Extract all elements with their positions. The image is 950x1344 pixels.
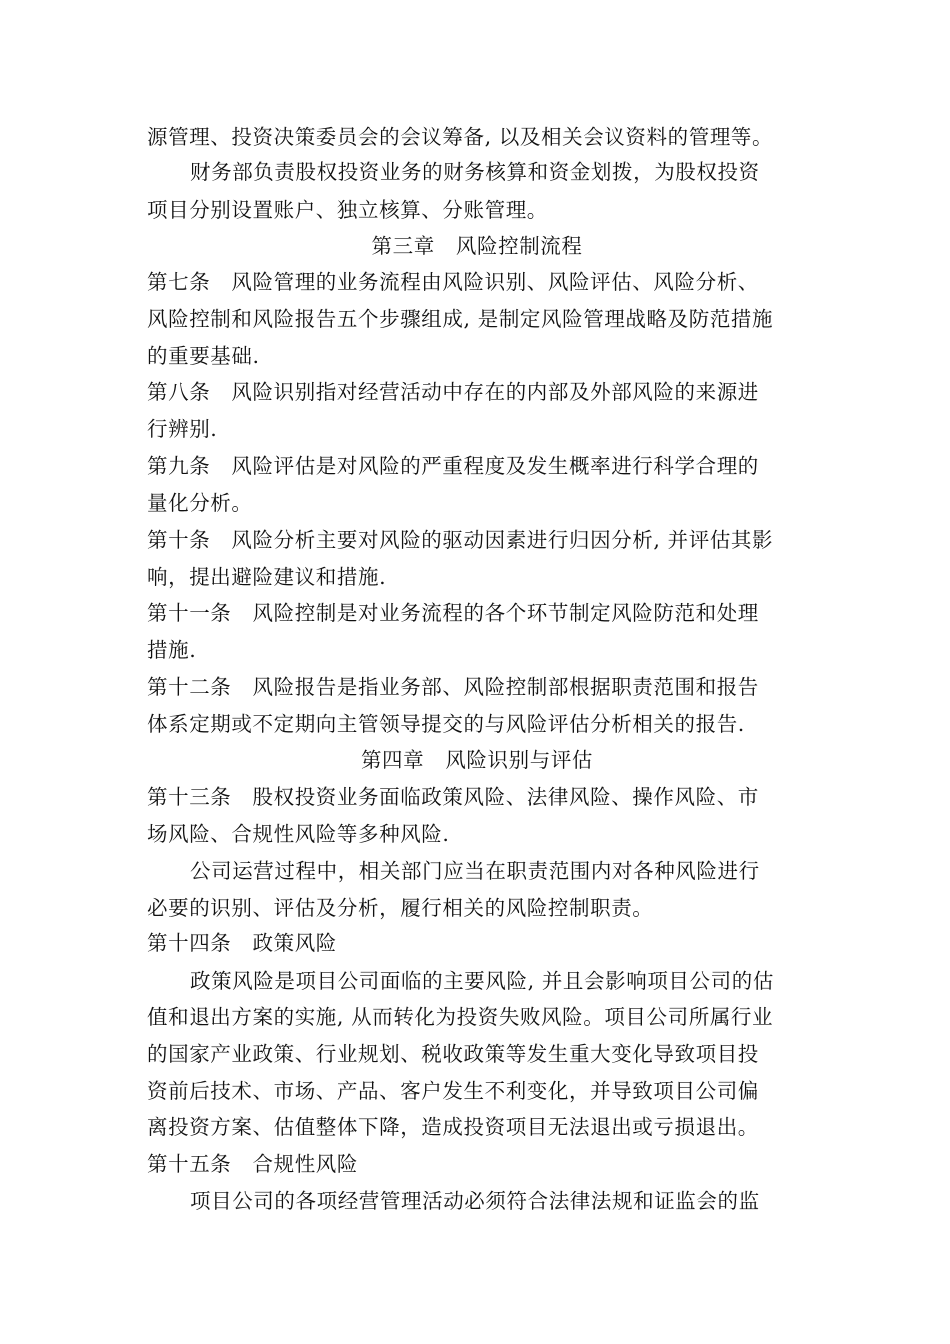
paragraph-line: 场风险、合规性风险等多种风险. [147, 822, 450, 846]
paragraph-line: 项目分别设置账户、独立核算、分账管理。 [147, 198, 548, 222]
paragraph-line: 体系定期或不定期向主管领导提交的与风险评估分析相关的报告. [147, 712, 745, 736]
article-line: 第十条 风险分析主要对风险的驱动因素进行归因分析, 并评估其影 [147, 528, 774, 552]
article-heading: 第十四条 政策风险 [147, 931, 337, 955]
paragraph-line: 必要的识别、评估及分析，履行相关的风险控制职责。 [147, 896, 654, 920]
paragraph-line: 源管理、投资决策委员会的会议筹备, 以及相关会议资料的管理等。 [147, 125, 774, 149]
article-heading: 第十五条 合规性风险 [147, 1152, 358, 1176]
article-line: 第九条 风险评估是对风险的严重程度及发生概率进行科学合理的 [147, 454, 759, 478]
paragraph-line: 离投资方案、估值整体下降，造成投资项目无法退出或亏损退出。 [147, 1115, 759, 1139]
paragraph-line: 响，提出避险建议和措施. [147, 565, 387, 589]
paragraph-line: 财务部负责股权投资业务的财务核算和资金划拨，为股权投资 [190, 160, 760, 184]
chapter-heading: 第四章 风险识别与评估 [360, 748, 594, 772]
paragraph-line: 项目公司的各项经营管理活动必须符合法律法规和证监会的监 [190, 1189, 760, 1213]
paragraph-line: 的国家产业政策、行业规划、税收政策等发生重大变化导致项目投 [147, 1042, 759, 1066]
paragraph-line: 量化分析。 [147, 491, 253, 515]
article-line: 第十三条 股权投资业务面临政策风险、法律风险、操作风险、市 [147, 785, 759, 809]
paragraph-line: 措施. [147, 638, 197, 662]
paragraph-line: 值和退出方案的实施, 从而转化为投资失败风险。项目公司所属行业 [147, 1005, 774, 1029]
paragraph-line: 政策风险是项目公司面临的主要风险, 并且会影响项目公司的估 [190, 969, 774, 993]
paragraph-line: 行辨别. [147, 417, 218, 441]
article-line: 第八条 风险识别指对经营活动中存在的内部及外部风险的来源进 [147, 380, 759, 404]
article-line: 第七条 风险管理的业务流程由风险识别、风险评估、风险分析、 [147, 270, 759, 294]
article-line: 第十一条 风险控制是对业务流程的各个环节制定风险防范和处理 [147, 601, 759, 625]
paragraph-line: 公司运营过程中，相关部门应当在职责范围内对各种风险进行 [190, 859, 760, 883]
paragraph-line: 的重要基础. [147, 344, 260, 368]
paragraph-line: 风险控制和风险报告五个步骤组成, 是制定风险管理战略及防范措施 [147, 307, 774, 331]
chapter-heading: 第三章 风险控制流程 [371, 234, 583, 258]
paragraph-line: 资前后技术、市场、产品、客户发生不利变化，并导致项目公司偏 [147, 1079, 759, 1103]
article-line: 第十二条 风险报告是指业务部、风险控制部根据职责范围和报告 [147, 675, 759, 699]
